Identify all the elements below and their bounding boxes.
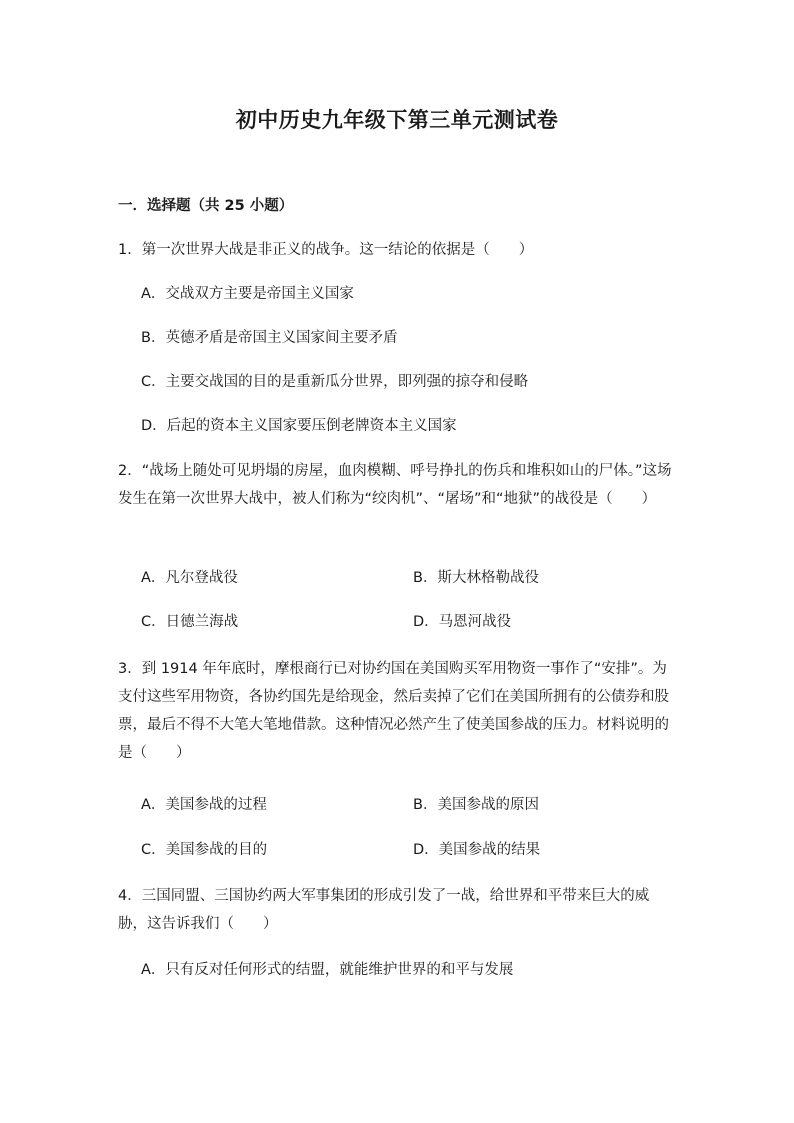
question-3-option-b: B．美国参战的原因	[413, 797, 539, 813]
question-1-option-a: A．交战双方主要是帝国主义国家	[141, 286, 354, 302]
question-2-option-d: D．马恩河战役	[413, 614, 512, 630]
question-2-option-c: C．日德兰海战	[141, 614, 239, 630]
question-1-option-b: B．英德矛盾是帝国主义国家间主要矛盾	[141, 330, 398, 346]
question-1-option-c: C．主要交战国的目的是重新瓜分世界，即列强的掠夺和侵略	[141, 374, 529, 390]
question-3-stem: 3．到 1914 年年底时，摩根商行已对协约国在美国购买军用物资一事作了“安排”。为支付这些军用物资，各协约国先是给现金，然后卖掉了它们在美国所拥有的公债券和股票，最后不得不大笔大笔地借款。这种情况必然产生了使美国参战的压力。材料说明的是（ ）	[118, 661, 669, 761]
question-1-stem: 1．第一次世界大战是非正义的战争。这一结论的依据是（ ）	[118, 242, 534, 258]
question-4-stem: 4．三国同盟、三国协约两大军事集团的形成引发了一战，给世界和平带来巨大的威胁，这告诉我们（ ）	[118, 888, 650, 932]
question-1-option-d: D．后起的资本主义国家要压倒老牌资本主义国家	[141, 418, 457, 434]
page-title: 初中历史九年级下第三单元测试卷	[235, 107, 559, 132]
question-2-option-a: A．凡尔登战役	[141, 570, 238, 586]
question-2-stem: 2．“战场上随处可见坍塌的房屋，血肉模糊、呼号挣扎的伤兵和堆积如山的尸体。”这场发生在第一次世界大战中，被人们称为“绞肉机”、“屠场”和“地狱”的战役是（ ）	[118, 463, 672, 507]
question-2-option-b: B．斯大林格勒战役	[413, 570, 539, 586]
question-3-option-a: A．美国参战的过程	[141, 797, 267, 813]
question-4-option-a: A．只有反对任何形式的结盟，就能维护世界的和平与发展	[141, 962, 514, 978]
question-3-option-d: D．美国参战的结果	[413, 842, 541, 858]
section-heading: 一．选择题（共 25 小题）	[118, 198, 294, 214]
question-3-option-c: C．美国参战的目的	[141, 842, 268, 858]
